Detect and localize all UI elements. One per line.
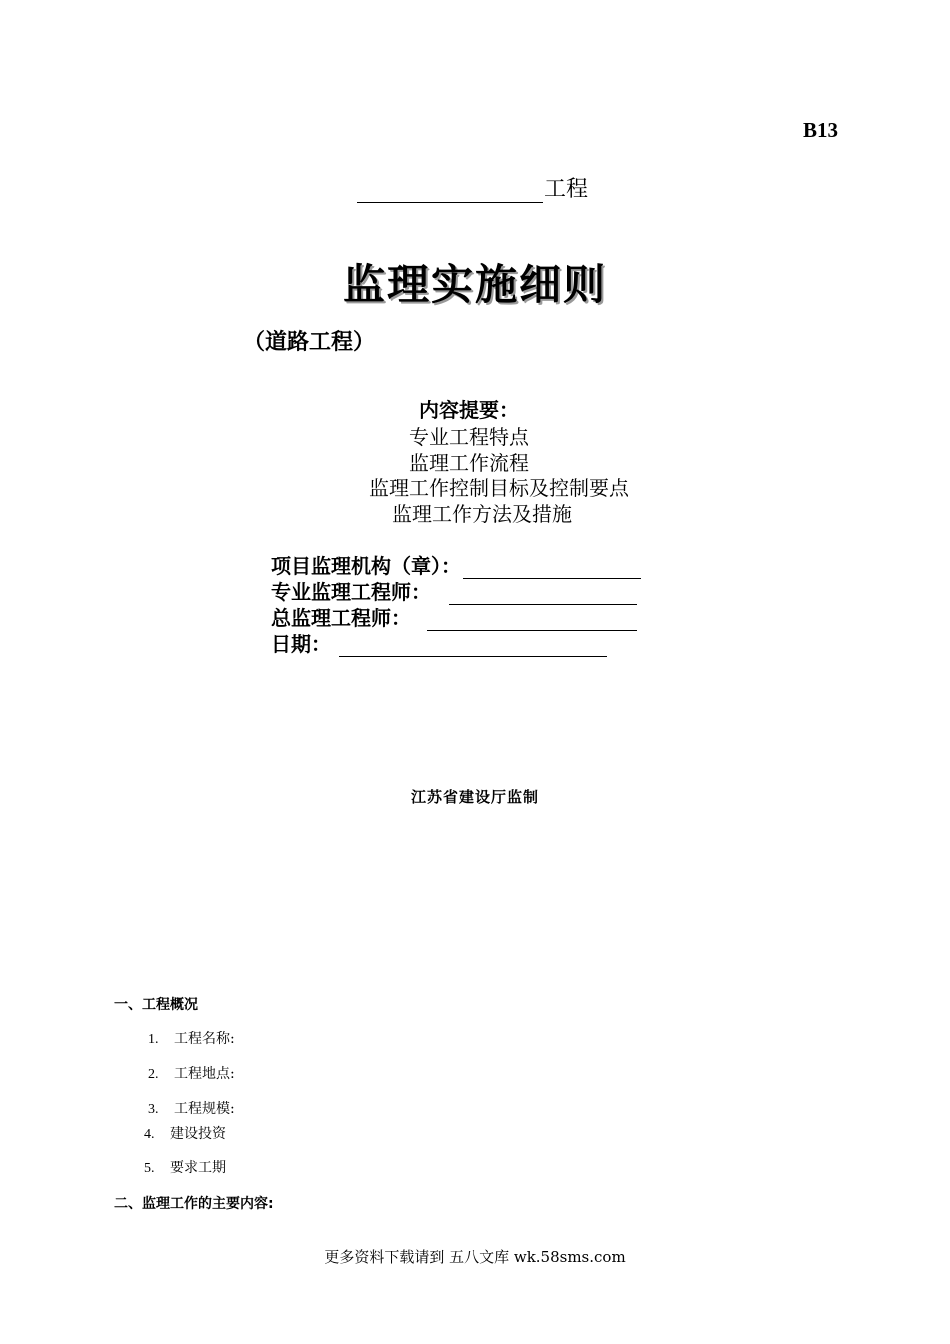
signature-row-date	[271, 628, 607, 657]
signature-label: 项目监理机构（章）：	[271, 554, 461, 578]
issuer: 江苏省建设厅监制	[410, 788, 539, 806]
section-heading-overview: 一、工程概况	[114, 997, 198, 1013]
project-name-line	[357, 172, 588, 203]
summary-item: 专业工程特点	[409, 425, 529, 449]
signature-row-specialist	[271, 576, 637, 605]
summary-heading: 内容提要：	[419, 398, 519, 422]
signature-label: 专业监理工程师：	[271, 580, 431, 604]
signature-label: 日期：	[271, 632, 331, 656]
signature-row-chief	[271, 602, 637, 631]
project-name-blank[interactable]	[357, 176, 543, 203]
signature-blank[interactable]	[339, 636, 607, 657]
project-suffix: 工程	[544, 177, 589, 202]
overview-item: 3. 工程规模:	[148, 1101, 235, 1117]
section-heading-main-content: 二、监理工作的主要内容:	[114, 1196, 274, 1212]
summary-item: 监理工作控制目标及控制要点	[369, 476, 629, 500]
summary-item: 监理工作流程	[409, 451, 529, 475]
footer-text: 更多资料下载请到 五八文库 wk.58sms.com	[324, 1248, 626, 1266]
subtitle: （道路工程）	[243, 330, 376, 355]
signature-row-agency	[271, 550, 641, 579]
summary-item: 监理工作方法及措施	[392, 502, 572, 526]
signature-label: 总监理工程师：	[271, 606, 411, 630]
overview-item: 5. 要求工期	[144, 1160, 226, 1176]
overview-item: 1. 工程名称:	[148, 1031, 235, 1047]
overview-item: 4. 建设投资	[144, 1126, 226, 1142]
overview-item: 2. 工程地点:	[148, 1066, 235, 1082]
main-title: 监理实施细则	[342, 260, 607, 309]
document-code: B13	[802, 118, 838, 142]
